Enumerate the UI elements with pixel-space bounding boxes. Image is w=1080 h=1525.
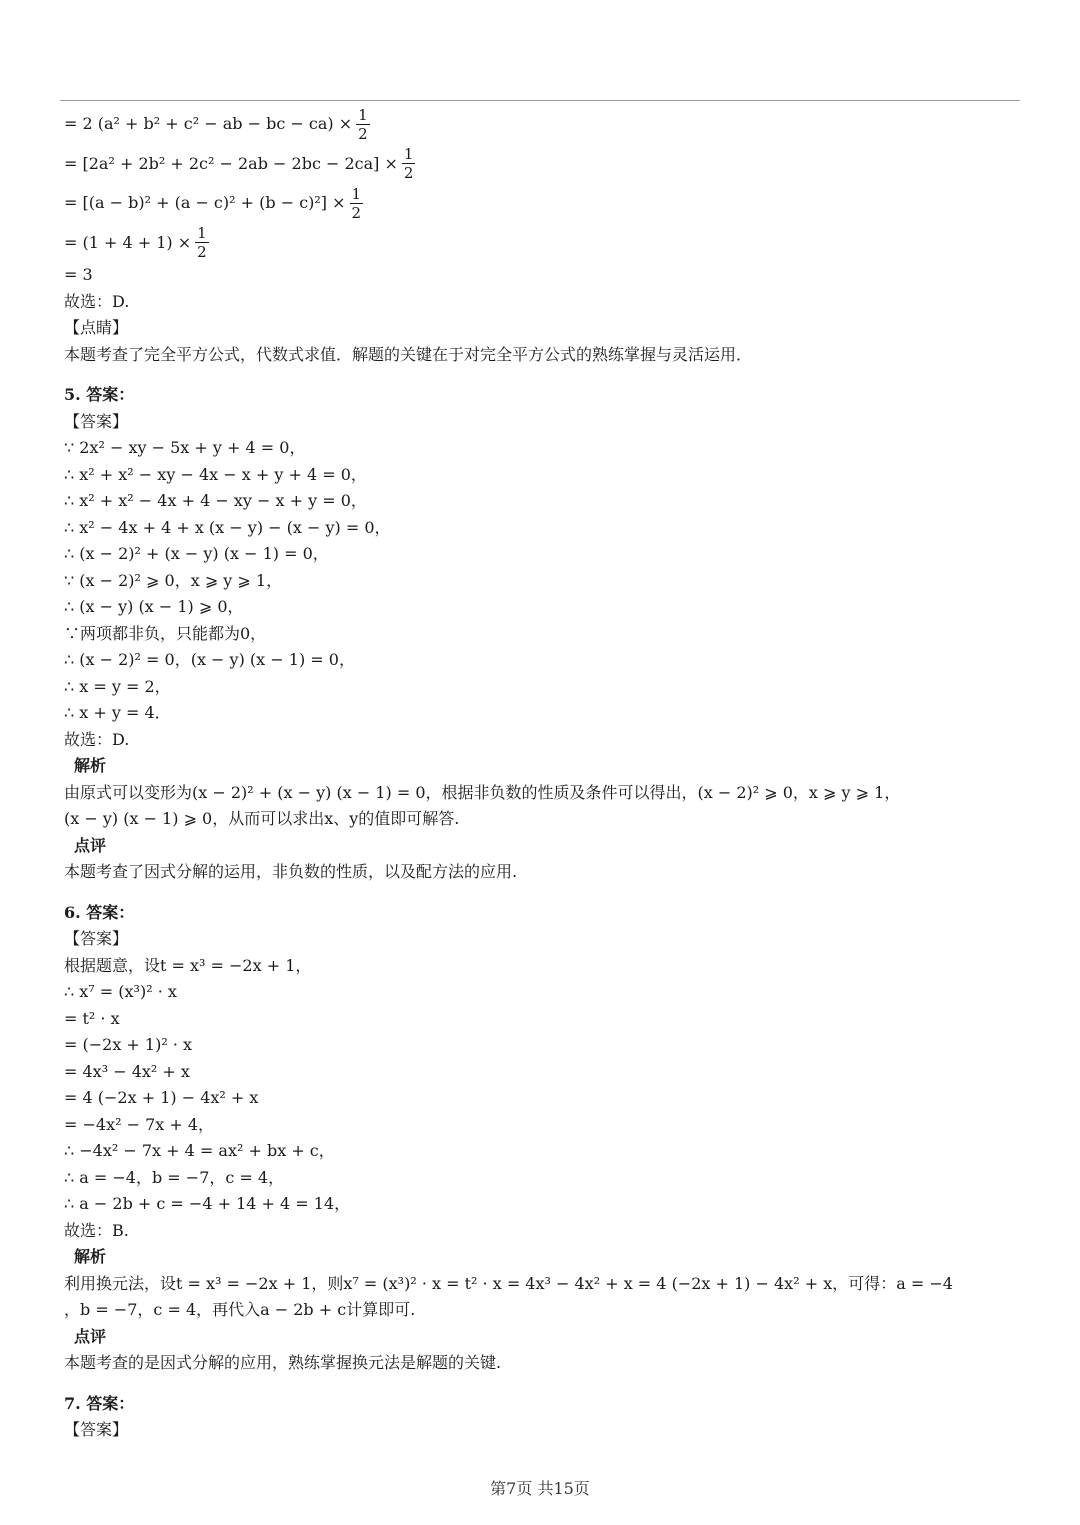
derivation-line bbox=[64, 223, 1020, 263]
tip-text: 本题考查了完全平方公式，代数式求值．解题的关键在于对完全平方公式的熟练掌握与灵活运用． bbox=[64, 344, 753, 364]
page-content bbox=[64, 104, 1020, 1444]
solution-line: ∵ 2x² − xy − 5x + y + 4 = 0， bbox=[64, 438, 306, 457]
derivation-line: = 3 bbox=[64, 265, 93, 284]
solution-line: ∴ (x − 2)² = 0，(x − y) (x − 1) = 0， bbox=[64, 650, 355, 669]
derivation-line bbox=[64, 183, 1020, 223]
solution-line: ∴ x = y = 2， bbox=[64, 676, 171, 696]
choice-line: 故选：D. bbox=[64, 291, 130, 311]
tip-heading: 【点睛】 bbox=[64, 318, 129, 337]
fraction: $\frac{1}{2}$ bbox=[403, 145, 414, 182]
answer-heading: 【答案】 bbox=[64, 1420, 129, 1439]
solution-line: ∴ a = −4，b = −7，c = 4， bbox=[64, 1167, 285, 1187]
equation-text: = 2 (a² + b² + c² − ab − bc − ca) × bbox=[64, 114, 353, 133]
question-6-header: 6. 答案： bbox=[64, 902, 135, 922]
solution-line: ∴ (x − y) (x − 1) ⩾ 0， bbox=[64, 597, 244, 616]
equation-text: = [2a² + 2b² + 2c² − 2ab − 2bc − 2ca] × bbox=[64, 153, 398, 173]
solution-line: ∴ a − 2b + c = −4 + 14 + 4 = 14， bbox=[64, 1194, 351, 1213]
page-footer: 第7页 共15页 bbox=[490, 1479, 590, 1498]
solution-line: ∴ x² + x² − xy − 4x − x + y + 4 = 0， bbox=[64, 464, 367, 484]
solution-line: = 4x³ − 4x² + x bbox=[64, 1061, 190, 1081]
equation-text: = [(a − b)² + (a − c)² + (b − c)²] × bbox=[64, 193, 346, 212]
answer-heading: 【答案】 bbox=[64, 929, 129, 948]
answer-heading: 【答案】 bbox=[64, 411, 129, 431]
choice-line: 故选：B. bbox=[64, 1220, 129, 1240]
choice-line: 故选：D. bbox=[64, 729, 130, 749]
question-7-header: 7. 答案： bbox=[64, 1393, 135, 1413]
solution-line: ∴ −4x² − 7x + 4 = ax² + bx + c， bbox=[64, 1141, 335, 1160]
solution-line: ∴ x² + x² − 4x + 4 − xy − x + y = 0， bbox=[64, 491, 367, 510]
derivation-line bbox=[64, 104, 1020, 144]
solution-line: = −4x² − 7x + 4， bbox=[64, 1114, 215, 1134]
analysis-text: 利用换元法，设t = x³ = −2x + 1，则x⁷ = (x³)² · x = t² · x = 4x³ − 4x² + x = 4 (−2x + 1) − 4x² + x，可得：a = −4 bbox=[64, 1273, 953, 1293]
solution-line: = t² · x bbox=[64, 1008, 120, 1028]
equation-text: = (1 + 4 + 1) × bbox=[64, 232, 192, 252]
question-5-header: 5. 答案： bbox=[64, 385, 135, 404]
solution-line: = 4 (−2x + 1) − 4x² + x bbox=[64, 1088, 259, 1107]
solution-line: ∴ x² − 4x + 4 + x (x − y) − (x − y) = 0， bbox=[64, 517, 391, 537]
solution-line: ∵ (x − 2)² ⩾ 0，x ⩾ y ⩾ 1， bbox=[64, 570, 283, 590]
analysis-text: ，b = −7，c = 4，再代入a − 2b + c计算即可. bbox=[64, 1300, 416, 1319]
comment-text: 本题考查的是因式分解的应用，熟练掌握换元法是解题的关键. bbox=[64, 1353, 502, 1372]
solution-line: ∴ (x − 2)² + (x − y) (x − 1) = 0， bbox=[64, 544, 329, 563]
solution-line: = (−2x + 1)² · x bbox=[64, 1035, 193, 1054]
analysis-text: 由原式可以变形为(x − 2)² + (x − y) (x − 1) = 0，根据非负数的性质及条件可以得出，(x − 2)² ⩾ 0，x ⩾ y ⩾ 1， bbox=[64, 782, 901, 802]
comment-heading: 点评 bbox=[74, 1326, 107, 1346]
fraction: $\frac{1}{2}$ bbox=[351, 184, 362, 222]
analysis-heading: 解析 bbox=[74, 1247, 107, 1266]
top-divider bbox=[60, 100, 1020, 101]
fraction: $\frac{1}{2}$ bbox=[358, 105, 368, 143]
solution-line: ∵两项都非负，只能都为0， bbox=[64, 623, 267, 643]
analysis-heading: 解析 bbox=[74, 756, 107, 775]
fraction: $\frac{1}{2}$ bbox=[197, 224, 207, 261]
solution-line: 根据题意，设t = x³ = −2x + 1， bbox=[64, 955, 312, 975]
comment-heading: 点评 bbox=[74, 835, 107, 855]
derivation-line bbox=[64, 144, 1020, 184]
comment-text: 本题考查了因式分解的运用，非负数的性质，以及配方法的应用. bbox=[64, 862, 518, 881]
analysis-text: (x − y) (x − 1) ⩾ 0，从而可以求出x、y的值即可解答. bbox=[64, 809, 460, 828]
solution-line: ∴ x⁷ = (x³)² · x bbox=[64, 982, 177, 1001]
solution-line: ∴ x + y = 4． bbox=[64, 703, 171, 722]
